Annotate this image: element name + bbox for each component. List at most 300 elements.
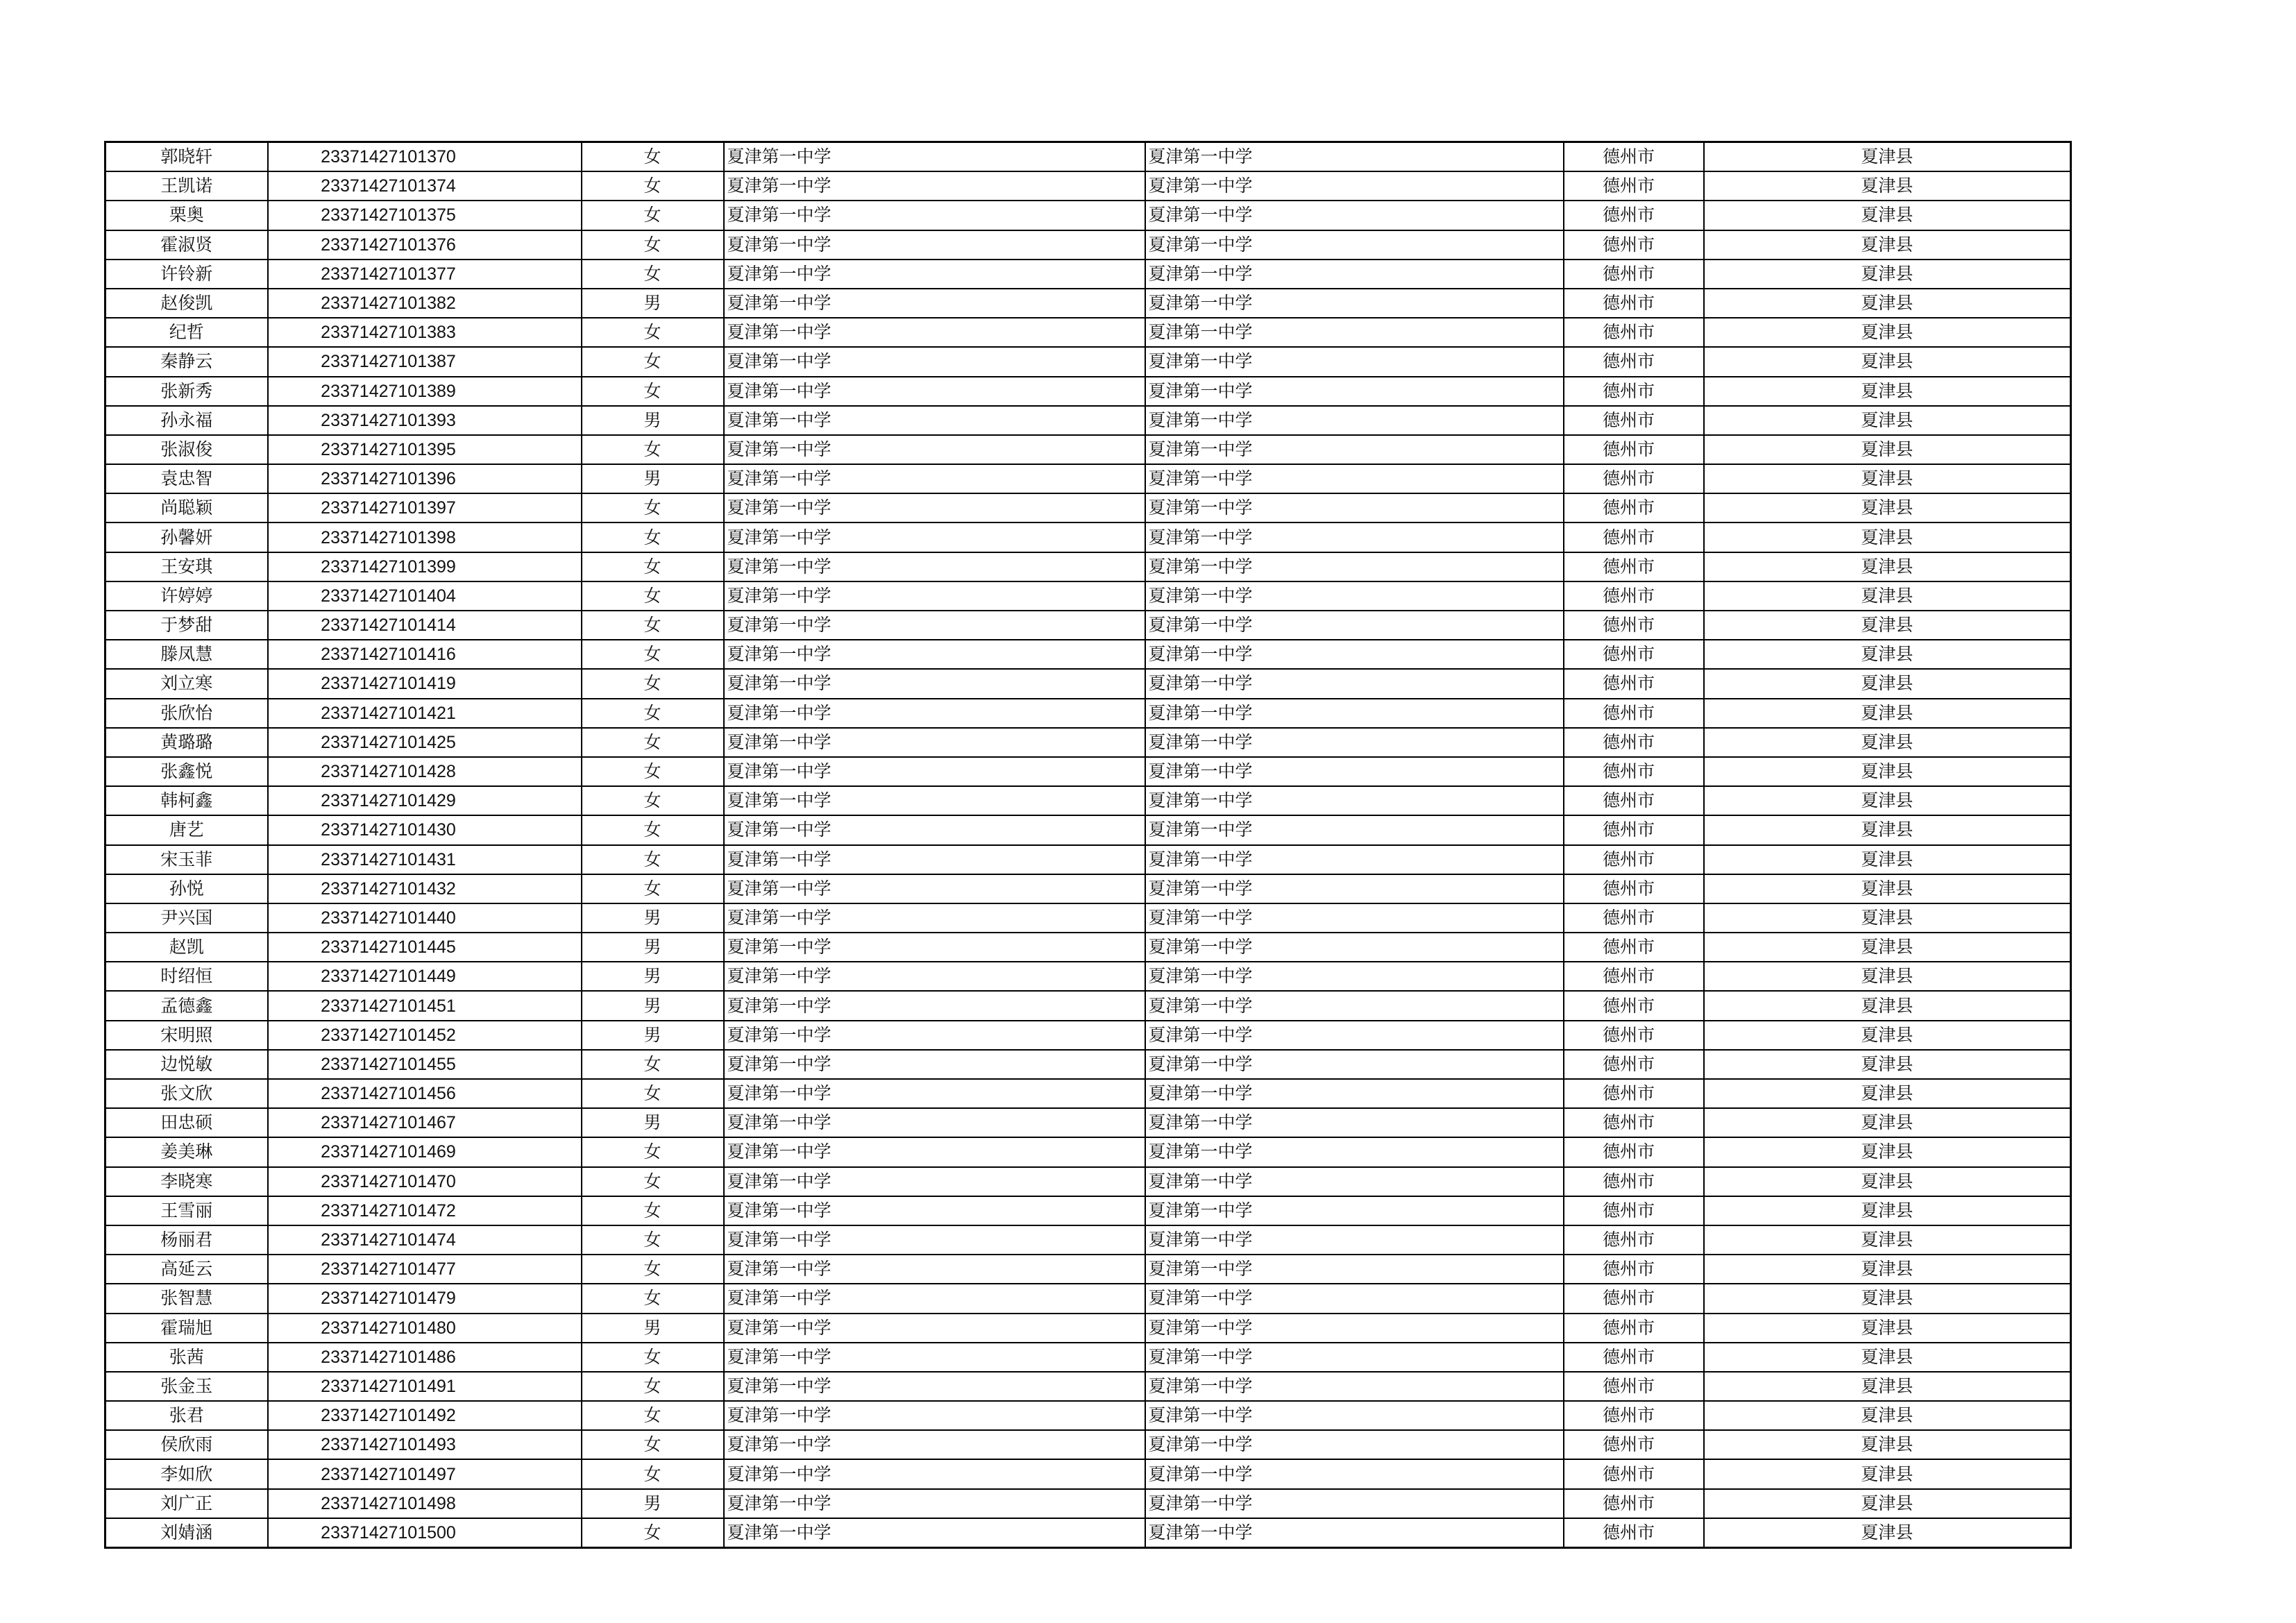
- table-row: [105, 1459, 2071, 1488]
- student-name-cell: 霍淑贤: [105, 230, 268, 260]
- table-row: [105, 435, 2071, 464]
- table-row: [105, 1401, 2071, 1430]
- city-cell: 德州市: [1564, 1343, 1704, 1372]
- table-row: [105, 1167, 2071, 1196]
- exam-number-cell: 23371427101469: [268, 1137, 582, 1166]
- table-row: [105, 1372, 2071, 1401]
- table-row: [105, 1079, 2071, 1108]
- table-row: [105, 786, 2071, 815]
- county-cell: 夏津县: [1704, 1518, 2071, 1548]
- student-name-cell: 宋明照: [105, 1021, 268, 1050]
- gender-cell: 女: [582, 728, 724, 757]
- city-cell: 德州市: [1564, 1255, 1704, 1284]
- school-cell: 夏津第一中学: [724, 757, 1145, 786]
- gender-cell: 女: [582, 845, 724, 874]
- exam-number-cell: 23371427101497: [268, 1459, 582, 1488]
- city-cell: 德州市: [1564, 669, 1704, 698]
- student-name-cell: 张金玉: [105, 1372, 268, 1401]
- school-cell: 夏津第一中学: [724, 289, 1145, 318]
- table-row: [105, 406, 2071, 435]
- student-name-cell: 赵俊凯: [105, 289, 268, 318]
- table-row: [105, 230, 2071, 260]
- gender-cell: 女: [582, 142, 724, 172]
- registration-unit-cell: 夏津第一中学: [1145, 493, 1564, 522]
- student-name-cell: 刘婧涵: [105, 1518, 268, 1548]
- county-cell: 夏津县: [1704, 581, 2071, 611]
- gender-cell: 女: [582, 1255, 724, 1284]
- gender-cell: 女: [582, 874, 724, 903]
- city-cell: 德州市: [1564, 903, 1704, 933]
- exam-number-cell: 23371427101472: [268, 1196, 582, 1225]
- city-cell: 德州市: [1564, 230, 1704, 260]
- city-cell: 德州市: [1564, 1430, 1704, 1459]
- school-cell: 夏津第一中学: [724, 1343, 1145, 1372]
- registration-unit-cell: 夏津第一中学: [1145, 1284, 1564, 1313]
- gender-cell: 女: [582, 1225, 724, 1255]
- table-row: [105, 1050, 2071, 1079]
- registration-unit-cell: 夏津第一中学: [1145, 669, 1564, 698]
- gender-cell: 女: [582, 1430, 724, 1459]
- exam-number-cell: 23371427101449: [268, 962, 582, 991]
- table-row: [105, 289, 2071, 318]
- exam-number-cell: 23371427101431: [268, 845, 582, 874]
- city-cell: 德州市: [1564, 464, 1704, 493]
- student-name-cell: 刘广正: [105, 1489, 268, 1518]
- exam-number-cell: 23371427101374: [268, 171, 582, 201]
- county-cell: 夏津县: [1704, 493, 2071, 522]
- registration-unit-cell: 夏津第一中学: [1145, 1489, 1564, 1518]
- exam-number-cell: 23371427101474: [268, 1225, 582, 1255]
- exam-number-cell: 23371427101375: [268, 201, 582, 230]
- registration-unit-cell: 夏津第一中学: [1145, 991, 1564, 1020]
- exam-number-cell: 23371427101429: [268, 786, 582, 815]
- school-cell: 夏津第一中学: [724, 1489, 1145, 1518]
- county-cell: 夏津县: [1704, 874, 2071, 903]
- gender-cell: 男: [582, 1314, 724, 1343]
- city-cell: 德州市: [1564, 757, 1704, 786]
- gender-cell: 女: [582, 435, 724, 464]
- city-cell: 德州市: [1564, 347, 1704, 376]
- gender-cell: 女: [582, 1459, 724, 1488]
- registration-unit-cell: 夏津第一中学: [1145, 699, 1564, 728]
- exam-number-cell: 23371427101493: [268, 1430, 582, 1459]
- county-cell: 夏津县: [1704, 1225, 2071, 1255]
- registration-unit-cell: 夏津第一中学: [1145, 201, 1564, 230]
- gender-cell: 男: [582, 903, 724, 933]
- county-cell: 夏津县: [1704, 962, 2071, 991]
- registration-unit-cell: 夏津第一中学: [1145, 522, 1564, 552]
- city-cell: 德州市: [1564, 171, 1704, 201]
- student-name-cell: 孙永福: [105, 406, 268, 435]
- county-cell: 夏津县: [1704, 640, 2071, 669]
- exam-number-cell: 23371427101397: [268, 493, 582, 522]
- school-cell: 夏津第一中学: [724, 493, 1145, 522]
- student-name-cell: 张茜: [105, 1343, 268, 1372]
- registration-unit-cell: 夏津第一中学: [1145, 786, 1564, 815]
- student-name-cell: 边悦敏: [105, 1050, 268, 1079]
- table-row: [105, 728, 2071, 757]
- registration-unit-cell: 夏津第一中学: [1145, 1255, 1564, 1284]
- student-name-cell: 韩柯鑫: [105, 786, 268, 815]
- registration-unit-cell: 夏津第一中学: [1145, 728, 1564, 757]
- gender-cell: 女: [582, 318, 724, 347]
- gender-cell: 女: [582, 786, 724, 815]
- school-cell: 夏津第一中学: [724, 669, 1145, 698]
- city-cell: 德州市: [1564, 1137, 1704, 1166]
- exam-number-cell: 23371427101491: [268, 1372, 582, 1401]
- student-name-cell: 袁忠智: [105, 464, 268, 493]
- student-name-cell: 杨丽君: [105, 1225, 268, 1255]
- registration-unit-cell: 夏津第一中学: [1145, 1167, 1564, 1196]
- table-row: [105, 1225, 2071, 1255]
- city-cell: 德州市: [1564, 1196, 1704, 1225]
- county-cell: 夏津县: [1704, 903, 2071, 933]
- table-row: [105, 933, 2071, 962]
- registration-unit-cell: 夏津第一中学: [1145, 289, 1564, 318]
- school-cell: 夏津第一中学: [724, 1196, 1145, 1225]
- student-name-cell: 张新秀: [105, 377, 268, 406]
- gender-cell: 女: [582, 171, 724, 201]
- table-row: [105, 581, 2071, 611]
- city-cell: 德州市: [1564, 786, 1704, 815]
- student-name-cell: 张欣怡: [105, 699, 268, 728]
- county-cell: 夏津县: [1704, 1459, 2071, 1488]
- exam-number-cell: 23371427101425: [268, 728, 582, 757]
- table-row: [105, 640, 2071, 669]
- city-cell: 德州市: [1564, 815, 1704, 844]
- student-name-cell: 时绍恒: [105, 962, 268, 991]
- school-cell: 夏津第一中学: [724, 1518, 1145, 1548]
- registration-unit-cell: 夏津第一中学: [1145, 1372, 1564, 1401]
- registration-unit-cell: 夏津第一中学: [1145, 435, 1564, 464]
- registration-unit-cell: 夏津第一中学: [1145, 347, 1564, 376]
- school-cell: 夏津第一中学: [724, 874, 1145, 903]
- city-cell: 德州市: [1564, 1459, 1704, 1488]
- registration-unit-cell: 夏津第一中学: [1145, 815, 1564, 844]
- exam-number-cell: 23371427101451: [268, 991, 582, 1020]
- table-row: [105, 1430, 2071, 1459]
- county-cell: 夏津县: [1704, 1343, 2071, 1372]
- student-name-cell: 宋玉菲: [105, 845, 268, 874]
- registration-unit-cell: 夏津第一中学: [1145, 1137, 1564, 1166]
- school-cell: 夏津第一中学: [724, 933, 1145, 962]
- gender-cell: 男: [582, 1108, 724, 1137]
- table-row: [105, 1255, 2071, 1284]
- city-cell: 德州市: [1564, 728, 1704, 757]
- registration-unit-cell: 夏津第一中学: [1145, 611, 1564, 640]
- student-name-cell: 李晓寒: [105, 1167, 268, 1196]
- registration-unit-cell: 夏津第一中学: [1145, 1225, 1564, 1255]
- school-cell: 夏津第一中学: [724, 464, 1145, 493]
- registration-unit-cell: 夏津第一中学: [1145, 1459, 1564, 1488]
- school-cell: 夏津第一中学: [724, 728, 1145, 757]
- city-cell: 德州市: [1564, 1401, 1704, 1430]
- school-cell: 夏津第一中学: [724, 1137, 1145, 1166]
- exam-number-cell: 23371427101389: [268, 377, 582, 406]
- city-cell: 德州市: [1564, 1518, 1704, 1548]
- gender-cell: 女: [582, 230, 724, 260]
- student-name-cell: 纪哲: [105, 318, 268, 347]
- exam-number-cell: 23371427101398: [268, 522, 582, 552]
- school-cell: 夏津第一中学: [724, 1459, 1145, 1488]
- city-cell: 德州市: [1564, 1021, 1704, 1050]
- city-cell: 德州市: [1564, 406, 1704, 435]
- county-cell: 夏津县: [1704, 786, 2071, 815]
- gender-cell: 男: [582, 1021, 724, 1050]
- table-row: [105, 1343, 2071, 1372]
- table-body: [105, 142, 2071, 1548]
- gender-cell: 男: [582, 1489, 724, 1518]
- student-name-cell: 侯欣雨: [105, 1430, 268, 1459]
- registration-unit-cell: 夏津第一中学: [1145, 1050, 1564, 1079]
- registration-unit-cell: 夏津第一中学: [1145, 874, 1564, 903]
- school-cell: 夏津第一中学: [724, 230, 1145, 260]
- gender-cell: 女: [582, 1401, 724, 1430]
- student-name-cell: 孟德鑫: [105, 991, 268, 1020]
- registration-unit-cell: 夏津第一中学: [1145, 1079, 1564, 1108]
- student-name-cell: 刘立寒: [105, 669, 268, 698]
- student-name-cell: 许铃新: [105, 260, 268, 289]
- registration-unit-cell: 夏津第一中学: [1145, 1108, 1564, 1137]
- table-row: [105, 611, 2071, 640]
- student-name-cell: 尹兴国: [105, 903, 268, 933]
- city-cell: 德州市: [1564, 962, 1704, 991]
- exam-number-cell: 23371427101456: [268, 1079, 582, 1108]
- table-row: [105, 171, 2071, 201]
- school-cell: 夏津第一中学: [724, 377, 1145, 406]
- school-cell: 夏津第一中学: [724, 347, 1145, 376]
- gender-cell: 女: [582, 1343, 724, 1372]
- city-cell: 德州市: [1564, 289, 1704, 318]
- county-cell: 夏津县: [1704, 1314, 2071, 1343]
- school-cell: 夏津第一中学: [724, 845, 1145, 874]
- school-cell: 夏津第一中学: [724, 1167, 1145, 1196]
- city-cell: 德州市: [1564, 1225, 1704, 1255]
- exam-number-cell: 23371427101486: [268, 1343, 582, 1372]
- student-name-cell: 姜美琳: [105, 1137, 268, 1166]
- city-cell: 德州市: [1564, 640, 1704, 669]
- county-cell: 夏津县: [1704, 1196, 2071, 1225]
- table-row: [105, 318, 2071, 347]
- gender-cell: 男: [582, 464, 724, 493]
- county-cell: 夏津县: [1704, 1401, 2071, 1430]
- school-cell: 夏津第一中学: [724, 1314, 1145, 1343]
- student-name-cell: 王雪丽: [105, 1196, 268, 1225]
- student-name-cell: 王凯诺: [105, 171, 268, 201]
- county-cell: 夏津县: [1704, 289, 2071, 318]
- registration-unit-cell: 夏津第一中学: [1145, 142, 1564, 172]
- city-cell: 德州市: [1564, 1079, 1704, 1108]
- school-cell: 夏津第一中学: [724, 1430, 1145, 1459]
- county-cell: 夏津县: [1704, 347, 2071, 376]
- county-cell: 夏津县: [1704, 377, 2071, 406]
- table-row: [105, 377, 2071, 406]
- table-row: [105, 1489, 2071, 1518]
- county-cell: 夏津县: [1704, 230, 2071, 260]
- county-cell: 夏津县: [1704, 699, 2071, 728]
- student-name-cell: 尚聪颖: [105, 493, 268, 522]
- county-cell: 夏津县: [1704, 669, 2071, 698]
- exam-number-cell: 23371427101395: [268, 435, 582, 464]
- table-row: [105, 464, 2071, 493]
- county-cell: 夏津县: [1704, 201, 2071, 230]
- student-name-cell: 田忠硕: [105, 1108, 268, 1137]
- exam-number-cell: 23371427101455: [268, 1050, 582, 1079]
- gender-cell: 女: [582, 1518, 724, 1548]
- county-cell: 夏津县: [1704, 933, 2071, 962]
- table-row: [105, 493, 2071, 522]
- city-cell: 德州市: [1564, 611, 1704, 640]
- exam-number-cell: 23371427101500: [268, 1518, 582, 1548]
- exam-number-cell: 23371427101421: [268, 699, 582, 728]
- student-name-cell: 孙悦: [105, 874, 268, 903]
- table-row: [105, 699, 2071, 728]
- exam-number-cell: 23371427101382: [268, 289, 582, 318]
- table-row: [105, 1314, 2071, 1343]
- county-cell: 夏津县: [1704, 171, 2071, 201]
- school-cell: 夏津第一中学: [724, 552, 1145, 581]
- table-row: [105, 1518, 2071, 1548]
- city-cell: 德州市: [1564, 1489, 1704, 1518]
- registration-unit-cell: 夏津第一中学: [1145, 757, 1564, 786]
- exam-number-cell: 23371427101477: [268, 1255, 582, 1284]
- gender-cell: 男: [582, 289, 724, 318]
- city-cell: 德州市: [1564, 318, 1704, 347]
- student-name-cell: 滕凤慧: [105, 640, 268, 669]
- exam-number-cell: 23371427101479: [268, 1284, 582, 1313]
- county-cell: 夏津县: [1704, 815, 2071, 844]
- city-cell: 德州市: [1564, 874, 1704, 903]
- city-cell: 德州市: [1564, 260, 1704, 289]
- student-name-cell: 张智慧: [105, 1284, 268, 1313]
- school-cell: 夏津第一中学: [724, 991, 1145, 1020]
- gender-cell: 女: [582, 815, 724, 844]
- registration-unit-cell: 夏津第一中学: [1145, 903, 1564, 933]
- county-cell: 夏津县: [1704, 1489, 2071, 1518]
- table-row: [105, 669, 2071, 698]
- exam-number-cell: 23371427101480: [268, 1314, 582, 1343]
- student-name-cell: 张君: [105, 1401, 268, 1430]
- student-name-cell: 王安琪: [105, 552, 268, 581]
- county-cell: 夏津县: [1704, 260, 2071, 289]
- exam-number-cell: 23371427101419: [268, 669, 582, 698]
- city-cell: 德州市: [1564, 845, 1704, 874]
- county-cell: 夏津县: [1704, 845, 2071, 874]
- school-cell: 夏津第一中学: [724, 1021, 1145, 1050]
- gender-cell: 女: [582, 1372, 724, 1401]
- city-cell: 德州市: [1564, 1284, 1704, 1313]
- county-cell: 夏津县: [1704, 1167, 2071, 1196]
- table-row: [105, 142, 2071, 172]
- table-row: [105, 962, 2071, 991]
- gender-cell: 男: [582, 406, 724, 435]
- county-cell: 夏津县: [1704, 1021, 2071, 1050]
- school-cell: 夏津第一中学: [724, 1372, 1145, 1401]
- student-name-cell: 黄璐璐: [105, 728, 268, 757]
- school-cell: 夏津第一中学: [724, 522, 1145, 552]
- exam-number-cell: 23371427101430: [268, 815, 582, 844]
- gender-cell: 女: [582, 611, 724, 640]
- registration-unit-cell: 夏津第一中学: [1145, 1021, 1564, 1050]
- registration-unit-cell: 夏津第一中学: [1145, 171, 1564, 201]
- school-cell: 夏津第一中学: [724, 611, 1145, 640]
- registration-unit-cell: 夏津第一中学: [1145, 230, 1564, 260]
- city-cell: 德州市: [1564, 435, 1704, 464]
- registration-unit-cell: 夏津第一中学: [1145, 581, 1564, 611]
- city-cell: 德州市: [1564, 581, 1704, 611]
- county-cell: 夏津县: [1704, 991, 2071, 1020]
- exam-number-cell: 23371427101376: [268, 230, 582, 260]
- exam-number-cell: 23371427101498: [268, 1489, 582, 1518]
- gender-cell: 女: [582, 1196, 724, 1225]
- county-cell: 夏津县: [1704, 142, 2071, 172]
- registration-unit-cell: 夏津第一中学: [1145, 1196, 1564, 1225]
- table-row: [105, 347, 2071, 376]
- student-name-cell: 霍瑞旭: [105, 1314, 268, 1343]
- school-cell: 夏津第一中学: [724, 1284, 1145, 1313]
- student-name-cell: 李如欣: [105, 1459, 268, 1488]
- gender-cell: 女: [582, 201, 724, 230]
- table-row: [105, 552, 2071, 581]
- registration-unit-cell: 夏津第一中学: [1145, 1343, 1564, 1372]
- gender-cell: 男: [582, 991, 724, 1020]
- exam-number-cell: 23371427101387: [268, 347, 582, 376]
- registration-unit-cell: 夏津第一中学: [1145, 318, 1564, 347]
- registration-unit-cell: 夏津第一中学: [1145, 1518, 1564, 1548]
- city-cell: 德州市: [1564, 1108, 1704, 1137]
- registration-unit-cell: 夏津第一中学: [1145, 933, 1564, 962]
- exam-number-cell: 23371427101470: [268, 1167, 582, 1196]
- table-row: [105, 1108, 2071, 1137]
- city-cell: 德州市: [1564, 142, 1704, 172]
- school-cell: 夏津第一中学: [724, 1050, 1145, 1079]
- city-cell: 德州市: [1564, 1167, 1704, 1196]
- registration-unit-cell: 夏津第一中学: [1145, 260, 1564, 289]
- gender-cell: 女: [582, 1284, 724, 1313]
- exam-number-cell: 23371427101467: [268, 1108, 582, 1137]
- gender-cell: 女: [582, 522, 724, 552]
- table-row: [105, 874, 2071, 903]
- exam-number-cell: 23371427101428: [268, 757, 582, 786]
- county-cell: 夏津县: [1704, 318, 2071, 347]
- gender-cell: 男: [582, 962, 724, 991]
- school-cell: 夏津第一中学: [724, 699, 1145, 728]
- county-cell: 夏津县: [1704, 552, 2071, 581]
- city-cell: 德州市: [1564, 552, 1704, 581]
- registration-unit-cell: 夏津第一中学: [1145, 1401, 1564, 1430]
- school-cell: 夏津第一中学: [724, 435, 1145, 464]
- city-cell: 德州市: [1564, 1050, 1704, 1079]
- exam-number-cell: 23371427101452: [268, 1021, 582, 1050]
- county-cell: 夏津县: [1704, 1108, 2071, 1137]
- table-row: [105, 1196, 2071, 1225]
- exam-number-cell: 23371427101445: [268, 933, 582, 962]
- student-name-cell: 赵凯: [105, 933, 268, 962]
- gender-cell: 男: [582, 933, 724, 962]
- school-cell: 夏津第一中学: [724, 1401, 1145, 1430]
- school-cell: 夏津第一中学: [724, 171, 1145, 201]
- school-cell: 夏津第一中学: [724, 903, 1145, 933]
- exam-number-cell: 23371427101414: [268, 611, 582, 640]
- school-cell: 夏津第一中学: [724, 318, 1145, 347]
- student-name-cell: 唐艺: [105, 815, 268, 844]
- gender-cell: 女: [582, 493, 724, 522]
- city-cell: 德州市: [1564, 493, 1704, 522]
- registration-unit-cell: 夏津第一中学: [1145, 962, 1564, 991]
- city-cell: 德州市: [1564, 377, 1704, 406]
- city-cell: 德州市: [1564, 522, 1704, 552]
- table-row: [105, 1021, 2071, 1050]
